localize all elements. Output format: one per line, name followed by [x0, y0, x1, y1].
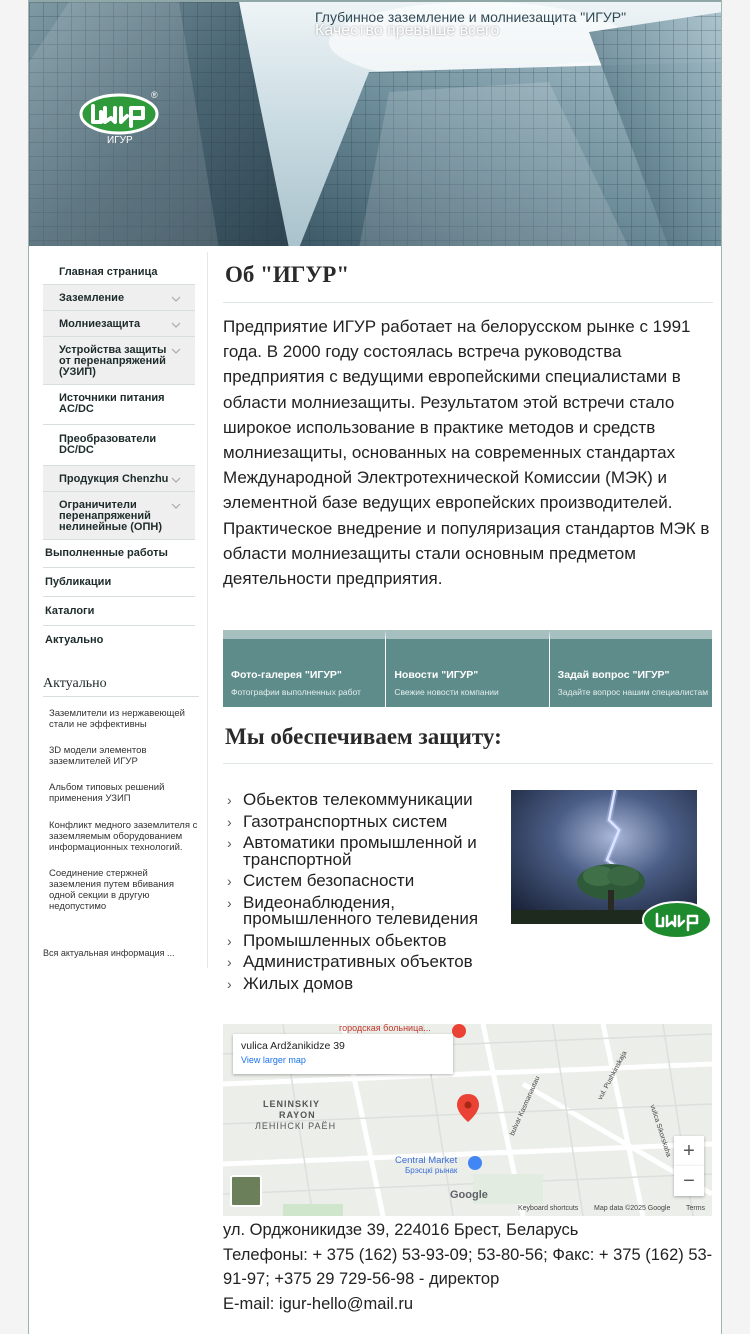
tile-subtitle: Свежие новости компании	[394, 687, 499, 697]
sidebar-item-home[interactable]	[43, 258, 195, 285]
page	[28, 0, 722, 1334]
tile-ask-question[interactable]	[550, 630, 712, 707]
sidebar-item-label: Молниезащита	[59, 318, 141, 330]
registered-mark: ®	[151, 90, 158, 100]
tile-title: Новости "ИГУР"	[394, 669, 479, 681]
protect-heading: Мы обеспечиваем защиту:	[225, 724, 502, 749]
list-item: › Газотранспортных систем	[225, 814, 515, 831]
map-district-label: LENINSKIY	[263, 1099, 321, 1109]
about-text: Предприятие ИГУР работает на белорусском рынке с 1991 года. В 2000 году состоялась встреча руководства предприятия с ведущими европейскими специалистами в области молниезащиты. Результатом этой встречи стало широкое использование в практике методов и средств молниезащиты, основанных на современных стандартах Международной Электротехнической Комиссии (МЭК) и элементной базе ведущих европейских производителей. Практическое внедрение и популяризация стандартов МЭК в области молниезащиты стали основным предметом деятельности предприятия.	[223, 317, 710, 589]
map-market-label: Брэсцкі рынак	[405, 1166, 458, 1175]
tile-title: Задай вопрос "ИГУР"	[557, 669, 670, 681]
divider	[223, 302, 713, 303]
google-logo: Google	[450, 1189, 488, 1201]
sidebar-item-surge-arresters[interactable]	[43, 492, 195, 540]
tile-subtitle: Задайте вопрос нашим специалистам	[557, 687, 709, 697]
list-item: › Обьектов телекоммуникации	[225, 792, 515, 809]
map-hospital-label: городская больница...	[339, 1024, 431, 1033]
about-heading: Об "ИГУР"	[225, 262, 350, 287]
divider	[223, 763, 713, 764]
sidebar-item-converters[interactable]	[43, 425, 195, 466]
sidebar-item-label: Главная страница	[59, 266, 158, 278]
tile-gallery[interactable]	[223, 630, 386, 707]
sidebar-item-publications[interactable]	[43, 568, 195, 597]
sidebar-item-label: Устройства защиты от перенапряжений (УЗИП)	[59, 344, 167, 378]
news-heading: Актуально	[43, 676, 199, 697]
list-item: › Административных объектов	[225, 954, 515, 971]
sidebar-item-completed-works[interactable]	[43, 540, 195, 568]
list-item: › Видеонаблюдения, промышленного телевидения	[225, 895, 515, 928]
news-link[interactable]: Соединение стержней заземления путем вбивания одной секции в другую недопустимо	[49, 868, 174, 912]
map-district-label: RAYON	[279, 1110, 316, 1120]
map-data-attribution: Map data ©2025 Google	[594, 1205, 671, 1212]
zoom-in-button[interactable]: +	[674, 1136, 704, 1166]
sidebar-item-label: Выполненные работы	[45, 547, 168, 559]
news-link[interactable]: 3D модели элементов заземлителей ИГУР	[49, 745, 147, 767]
all-news-link[interactable]: Вся актуальная информация ...	[43, 948, 175, 958]
list-item: › Жилых домов	[225, 976, 515, 993]
sidebar-item-label: Публикации	[45, 576, 112, 588]
map-street-label: bulvar Kasmanautau	[509, 1075, 542, 1137]
sidebar-item-chenzhu[interactable]	[43, 466, 195, 492]
sidebar-item-surge-protection[interactable]	[43, 337, 195, 385]
chevron-down-icon[interactable]	[171, 321, 181, 329]
contact-address: ул. Орджоникидзе 39, 224016 Брест, Беларусь	[223, 1221, 579, 1239]
sidebar-item-label: Продукция Chenzhu	[59, 473, 169, 485]
contact-email[interactable]: E-mail: igur-hello@mail.ru	[223, 1294, 414, 1313]
lightning-tree-image	[511, 790, 711, 938]
list-item: › Систем безопасности	[225, 873, 515, 890]
chevron-down-icon[interactable]	[171, 502, 181, 510]
protect-list	[225, 792, 515, 997]
sidebar-item-power-supplies[interactable]	[43, 385, 195, 425]
map-street-label: vul. Pushkinskaja	[597, 1050, 629, 1102]
list-item: › Автоматики промышленной и транспортной	[225, 835, 515, 868]
site-header	[29, 0, 722, 246]
sidebar-item-label: Источники питания AC/DC	[59, 392, 165, 415]
satellite-toggle-icon[interactable]	[231, 1176, 261, 1206]
news-link[interactable]: Заземлители из нержавеющей стали не эффективны	[49, 708, 185, 730]
sidebar-item-label: Заземление	[59, 292, 125, 304]
tile-title: Фото-галерея "ИГУР"	[231, 669, 342, 681]
sidebar-nav	[43, 258, 198, 958]
sidebar-item-actual[interactable]	[43, 626, 195, 654]
map-info-card	[233, 1034, 453, 1074]
sidebar-item-label: Ограничители перенапряжений нелинейные (ОПН)	[59, 499, 162, 533]
map-address: vulica Ardžanikidze 39	[241, 1040, 345, 1052]
map-street-label: vulica Sikorskaha	[648, 1104, 672, 1158]
sidebar-item-label: Каталоги	[45, 605, 95, 617]
sidebar-item-catalogs[interactable]	[43, 597, 195, 626]
sidebar-item-lightning[interactable]	[43, 311, 195, 337]
site-slogan: Качество превыше всего	[315, 22, 500, 39]
keyboard-shortcuts-link[interactable]: Keyboard shortcuts	[518, 1205, 579, 1212]
tile-news[interactable]	[386, 630, 549, 707]
tile-subtitle: Фотографии выполненных работ	[231, 687, 361, 697]
sidebar-item-grounding[interactable]	[43, 285, 195, 311]
zoom-out-button[interactable]: −	[674, 1166, 704, 1196]
logo-caption: ИГУР	[107, 135, 133, 146]
sidebar-item-label: Актуально	[45, 634, 104, 646]
news-link[interactable]: Альбом типовых решений применения УЗИП	[49, 782, 165, 804]
site-title: Глубинное заземление и молниезащита "ИГУР"	[315, 9, 627, 25]
sidebar-divider	[207, 252, 208, 968]
chevron-down-icon[interactable]	[171, 295, 181, 303]
contacts	[223, 1218, 713, 1316]
contact-phones: Телефоны: + 375 (162) 53-93-09; 53-80-56; Факс: + 375 (162) 53-91-97; +375 29 729-56-98 - директор	[223, 1245, 713, 1288]
feature-tiles	[223, 630, 712, 707]
news-link[interactable]: Конфликт медного заземлителя с заземляемым оборудованием информационных технологий.	[49, 820, 198, 853]
terms-link[interactable]: Terms	[686, 1205, 706, 1212]
view-larger-map-link[interactable]: View larger map	[241, 1055, 306, 1065]
chevron-down-icon[interactable]	[171, 347, 181, 355]
chevron-down-icon[interactable]	[171, 476, 181, 484]
sidebar-item-label: Преобразователи DC/DC	[59, 433, 157, 456]
map-market-label: Central Market	[395, 1155, 458, 1166]
map-district-label: ЛЕНІНСКІ РАЁН	[255, 1121, 337, 1131]
embedded-map[interactable]	[223, 1024, 712, 1216]
list-item: › Промышленных обьектов	[225, 933, 515, 950]
